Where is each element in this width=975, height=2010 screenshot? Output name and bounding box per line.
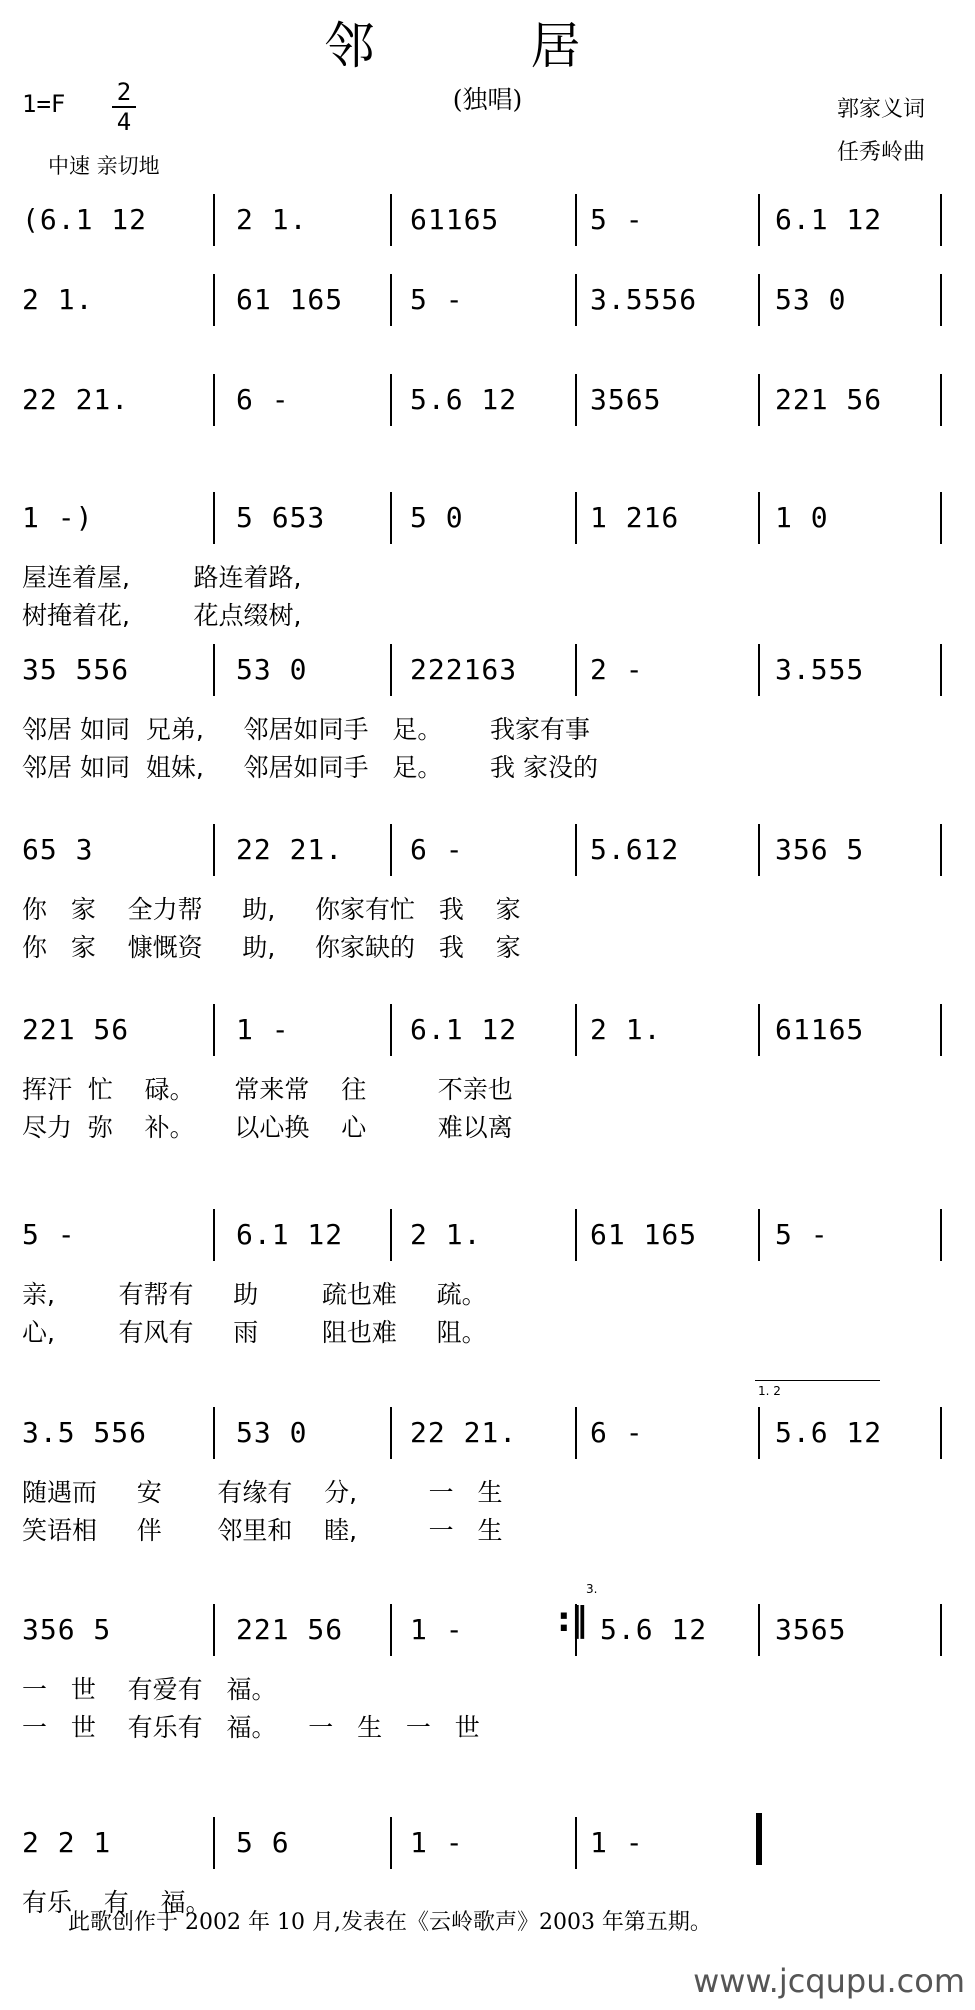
time-signature bbox=[112, 78, 136, 136]
measure: 221 56 bbox=[22, 1013, 130, 1046]
measure: 35 556 bbox=[22, 653, 130, 686]
measure: 5 6 bbox=[236, 1826, 290, 1859]
volta-2-label: 3. bbox=[586, 1582, 598, 1596]
barline bbox=[390, 274, 392, 326]
barline bbox=[575, 824, 577, 876]
measure: 6 - bbox=[236, 383, 290, 416]
barline bbox=[213, 1407, 215, 1459]
measure: 356 5 bbox=[775, 833, 865, 866]
lyric-line: 随遇而 安 有缘有 分, 一 生 bbox=[22, 1478, 503, 1507]
barline bbox=[390, 824, 392, 876]
repeat-sign: :‖ bbox=[557, 1600, 588, 1640]
lyric-line: 亲, 有帮有 助 疏也难 疏。 bbox=[22, 1280, 487, 1309]
barline bbox=[758, 1604, 760, 1656]
barline bbox=[758, 274, 760, 326]
site-watermark: www.jcqupu.com bbox=[693, 1962, 965, 2000]
measure: 1 - bbox=[410, 1826, 464, 1859]
barline bbox=[575, 274, 577, 326]
barline bbox=[940, 492, 942, 544]
lyricist-credit: 郭家义词 bbox=[836, 97, 925, 122]
measure: 53 0 bbox=[775, 283, 847, 316]
barline bbox=[213, 274, 215, 326]
barline bbox=[940, 1004, 942, 1056]
barline bbox=[575, 1817, 577, 1869]
barline bbox=[575, 1209, 577, 1261]
measure: 53 0 bbox=[236, 653, 308, 686]
measure: 356 5 bbox=[22, 1613, 112, 1646]
measure: 22 21. bbox=[236, 833, 344, 866]
time-signature-top: 2 bbox=[112, 78, 136, 108]
barline bbox=[575, 194, 577, 246]
barline bbox=[213, 1004, 215, 1056]
barline bbox=[758, 1004, 760, 1056]
measure: 3565 bbox=[775, 1613, 847, 1646]
barline bbox=[940, 1604, 942, 1656]
measure: 2 1. bbox=[410, 1218, 482, 1251]
barline bbox=[390, 1817, 392, 1869]
barline bbox=[575, 1407, 577, 1459]
measure: 1 216 bbox=[590, 501, 680, 534]
measure: (6.1 12 bbox=[22, 203, 148, 236]
barline bbox=[213, 1209, 215, 1261]
measure: 5 - bbox=[22, 1218, 76, 1251]
barline bbox=[940, 824, 942, 876]
barline bbox=[575, 492, 577, 544]
measure: 6 - bbox=[410, 833, 464, 866]
barline bbox=[213, 492, 215, 544]
barline bbox=[213, 194, 215, 246]
measure: 2 - bbox=[590, 653, 644, 686]
measure: 61165 bbox=[410, 203, 500, 236]
lyric-line: 挥汗 忙 碌。 常来常 往 不亲也 bbox=[22, 1075, 513, 1104]
measure: 3.555 bbox=[775, 653, 865, 686]
measure: 222163 bbox=[410, 653, 518, 686]
lyric-line: 树掩着花, 花点缀树, bbox=[22, 601, 302, 630]
measure: 2 1. bbox=[590, 1013, 662, 1046]
key-signature: 1=F bbox=[22, 90, 66, 118]
measure: 3.5 556 bbox=[22, 1416, 148, 1449]
barline bbox=[213, 374, 215, 426]
barline bbox=[213, 1817, 215, 1869]
barline bbox=[213, 824, 215, 876]
lyric-line: 你 家 慷慨资 助, 你家缺的 我 家 bbox=[22, 933, 521, 962]
measure: 1 0 bbox=[775, 501, 829, 534]
lyric-line: 一 世 有乐有 福。 一 生 一 世 bbox=[22, 1713, 480, 1742]
footer-note: 此歌创作于 2002 年 10 月,发表在《云岭歌声》2003 年第五期。 bbox=[68, 1910, 712, 1935]
final-barline bbox=[756, 1813, 762, 1865]
barline bbox=[758, 374, 760, 426]
measure: 5 - bbox=[410, 283, 464, 316]
barline bbox=[390, 194, 392, 246]
barline bbox=[940, 1209, 942, 1261]
measure: 1 - bbox=[236, 1013, 290, 1046]
lyric-line: 有乐 有 福。 bbox=[22, 1888, 211, 1917]
lyric-line: 邻居 如同 姐妹, 邻居如同手 足。 我 家没的 bbox=[22, 753, 598, 782]
measure: 22 21. bbox=[22, 383, 130, 416]
barline bbox=[758, 1209, 760, 1261]
lyric-line: 心, 有风有 雨 阻也难 阻。 bbox=[22, 1318, 487, 1347]
barline bbox=[940, 374, 942, 426]
measure: 2 2 1 bbox=[22, 1826, 112, 1859]
barline bbox=[758, 1407, 760, 1459]
lyric-line: 你 家 全力帮 助, 你家有忙 我 家 bbox=[22, 895, 521, 924]
volta-1-label: 1. 2 bbox=[758, 1384, 781, 1398]
barline bbox=[758, 492, 760, 544]
lyric-line: 笑语相 伴 邻里和 睦, 一 生 bbox=[22, 1516, 503, 1545]
measure: 5.612 bbox=[590, 833, 680, 866]
measure: 6.1 12 bbox=[236, 1218, 344, 1251]
measure: 61 165 bbox=[590, 1218, 698, 1251]
measure: 5.6 12 bbox=[410, 383, 518, 416]
measure: 6.1 12 bbox=[410, 1013, 518, 1046]
time-signature-bottom: 4 bbox=[116, 108, 132, 136]
measure: 61 165 bbox=[236, 283, 344, 316]
measure: 61165 bbox=[775, 1013, 865, 1046]
measure: 6 - bbox=[590, 1416, 644, 1449]
lyric-line: 一 世 有爱有 福。 bbox=[22, 1675, 277, 1704]
barline bbox=[575, 374, 577, 426]
lyric-line: 屋连着屋, 路连着路, bbox=[22, 563, 302, 592]
barline bbox=[940, 194, 942, 246]
measure: 22 21. bbox=[410, 1416, 518, 1449]
measure: 1 - bbox=[410, 1613, 464, 1646]
barline bbox=[213, 1604, 215, 1656]
barline bbox=[575, 644, 577, 696]
barline bbox=[758, 824, 760, 876]
measure: 2 1. bbox=[22, 283, 94, 316]
barline bbox=[390, 644, 392, 696]
measure: 2 1. bbox=[236, 203, 308, 236]
measure: 53 0 bbox=[236, 1416, 308, 1449]
measure: 5 653 bbox=[236, 501, 326, 534]
lyric-line: 邻居 如同 兄弟, 邻居如同手 足。 我家有事 bbox=[22, 715, 591, 744]
measure: 1 - bbox=[590, 1826, 644, 1859]
measure: 5.6 12 bbox=[775, 1416, 883, 1449]
measure: 5.6 12 bbox=[600, 1613, 708, 1646]
tempo-marking: 中速 亲切地 bbox=[48, 154, 160, 178]
volta-1-bracket bbox=[755, 1380, 880, 1381]
measure: 1 -) bbox=[22, 501, 94, 534]
barline bbox=[390, 1407, 392, 1459]
barline bbox=[390, 374, 392, 426]
measure: 3.5556 bbox=[590, 283, 698, 316]
barline bbox=[390, 1004, 392, 1056]
song-subtitle: (独唱) bbox=[452, 85, 523, 114]
measure: 221 56 bbox=[236, 1613, 344, 1646]
measure: 221 56 bbox=[775, 383, 883, 416]
song-title: 邻 居 bbox=[324, 17, 651, 75]
barline bbox=[758, 194, 760, 246]
barline bbox=[390, 1604, 392, 1656]
measure: 6.1 12 bbox=[775, 203, 883, 236]
measure: 5 0 bbox=[410, 501, 464, 534]
measure: 3565 bbox=[590, 383, 662, 416]
measure: 5 - bbox=[775, 1218, 829, 1251]
lyric-line: 尽力 弥 补。 以心换 心 难以离 bbox=[22, 1113, 513, 1142]
composer-credit: 任秀岭曲 bbox=[836, 140, 925, 165]
barline bbox=[390, 1209, 392, 1261]
barline bbox=[758, 644, 760, 696]
barline bbox=[575, 1004, 577, 1056]
barline bbox=[390, 492, 392, 544]
measure: 5 - bbox=[590, 203, 644, 236]
barline bbox=[940, 274, 942, 326]
barline bbox=[213, 644, 215, 696]
measure: 65 3 bbox=[22, 833, 94, 866]
barline bbox=[940, 644, 942, 696]
barline bbox=[940, 1407, 942, 1459]
